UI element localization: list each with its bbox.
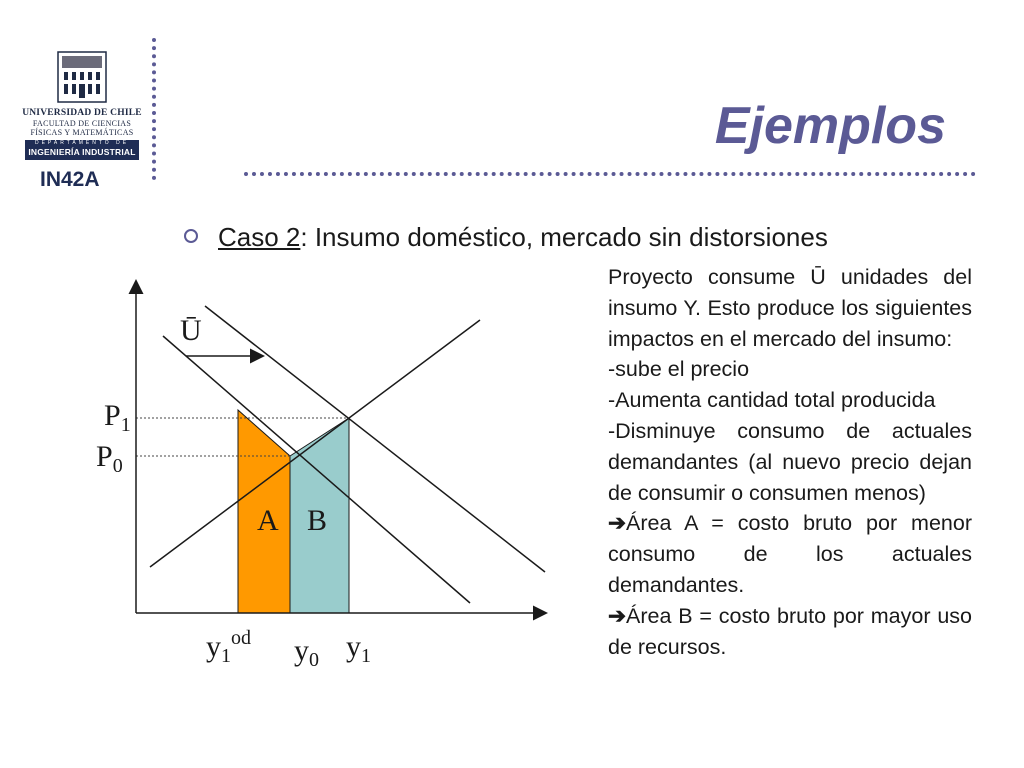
u-label: Ū bbox=[180, 314, 202, 347]
area-a-label: A bbox=[257, 504, 279, 537]
y1-label: $y_1$ bbox=[346, 630, 371, 667]
logo-band-small: DEPARTAMENTO DE bbox=[34, 140, 130, 146]
case-label: Caso 2 bbox=[218, 222, 301, 252]
slide-title: Ejemplos bbox=[714, 97, 946, 155]
arrow-right-icon: ➔ bbox=[608, 511, 627, 536]
area-a-text: Área A = costo bruto por menor consumo de los actuales demandantes. bbox=[608, 511, 972, 597]
area-b-text: Área B = costo bruto por mayor uso de recursos. bbox=[608, 603, 972, 659]
logo-line-2: FACULTAD DE CIENCIAS bbox=[32, 119, 132, 128]
y0-label: $y_0$ bbox=[294, 634, 319, 671]
project-description bbox=[608, 262, 972, 662]
impact-consumption: -Disminuye consumo de actuales demandantes (al nuevo precio dejan de consumir o consumen menos) bbox=[608, 418, 972, 505]
logo-line-3: FÍSICAS Y MATEMÁTICAS bbox=[30, 128, 134, 137]
area-b-label: B bbox=[307, 504, 328, 537]
case-description: : Insumo doméstico, mercado sin distorsiones bbox=[300, 222, 828, 252]
p1-label: $P_1$ bbox=[104, 399, 131, 436]
area-b-note bbox=[608, 601, 972, 663]
course-code: IN42A bbox=[40, 168, 100, 191]
impact-quantity: -Aumenta cantidad total producida bbox=[608, 388, 936, 413]
y1od-label: $y_1^{od}$ bbox=[206, 627, 251, 667]
area-a-note bbox=[608, 508, 972, 600]
logo-band-main: INGENIERÍA INDUSTRIAL bbox=[28, 147, 136, 157]
impact-price: -sube el precio bbox=[608, 357, 750, 382]
p0-label: $P_0$ bbox=[96, 440, 123, 477]
logo-line-1: UNIVERSIDAD DE CHILE bbox=[22, 108, 142, 118]
description-intro: Proyecto consume Ū unidades del insumo Y. Esto produce los siguientes impactos en el mercado del insumo: bbox=[608, 265, 972, 351]
arrow-right-icon: ➔ bbox=[608, 603, 627, 628]
